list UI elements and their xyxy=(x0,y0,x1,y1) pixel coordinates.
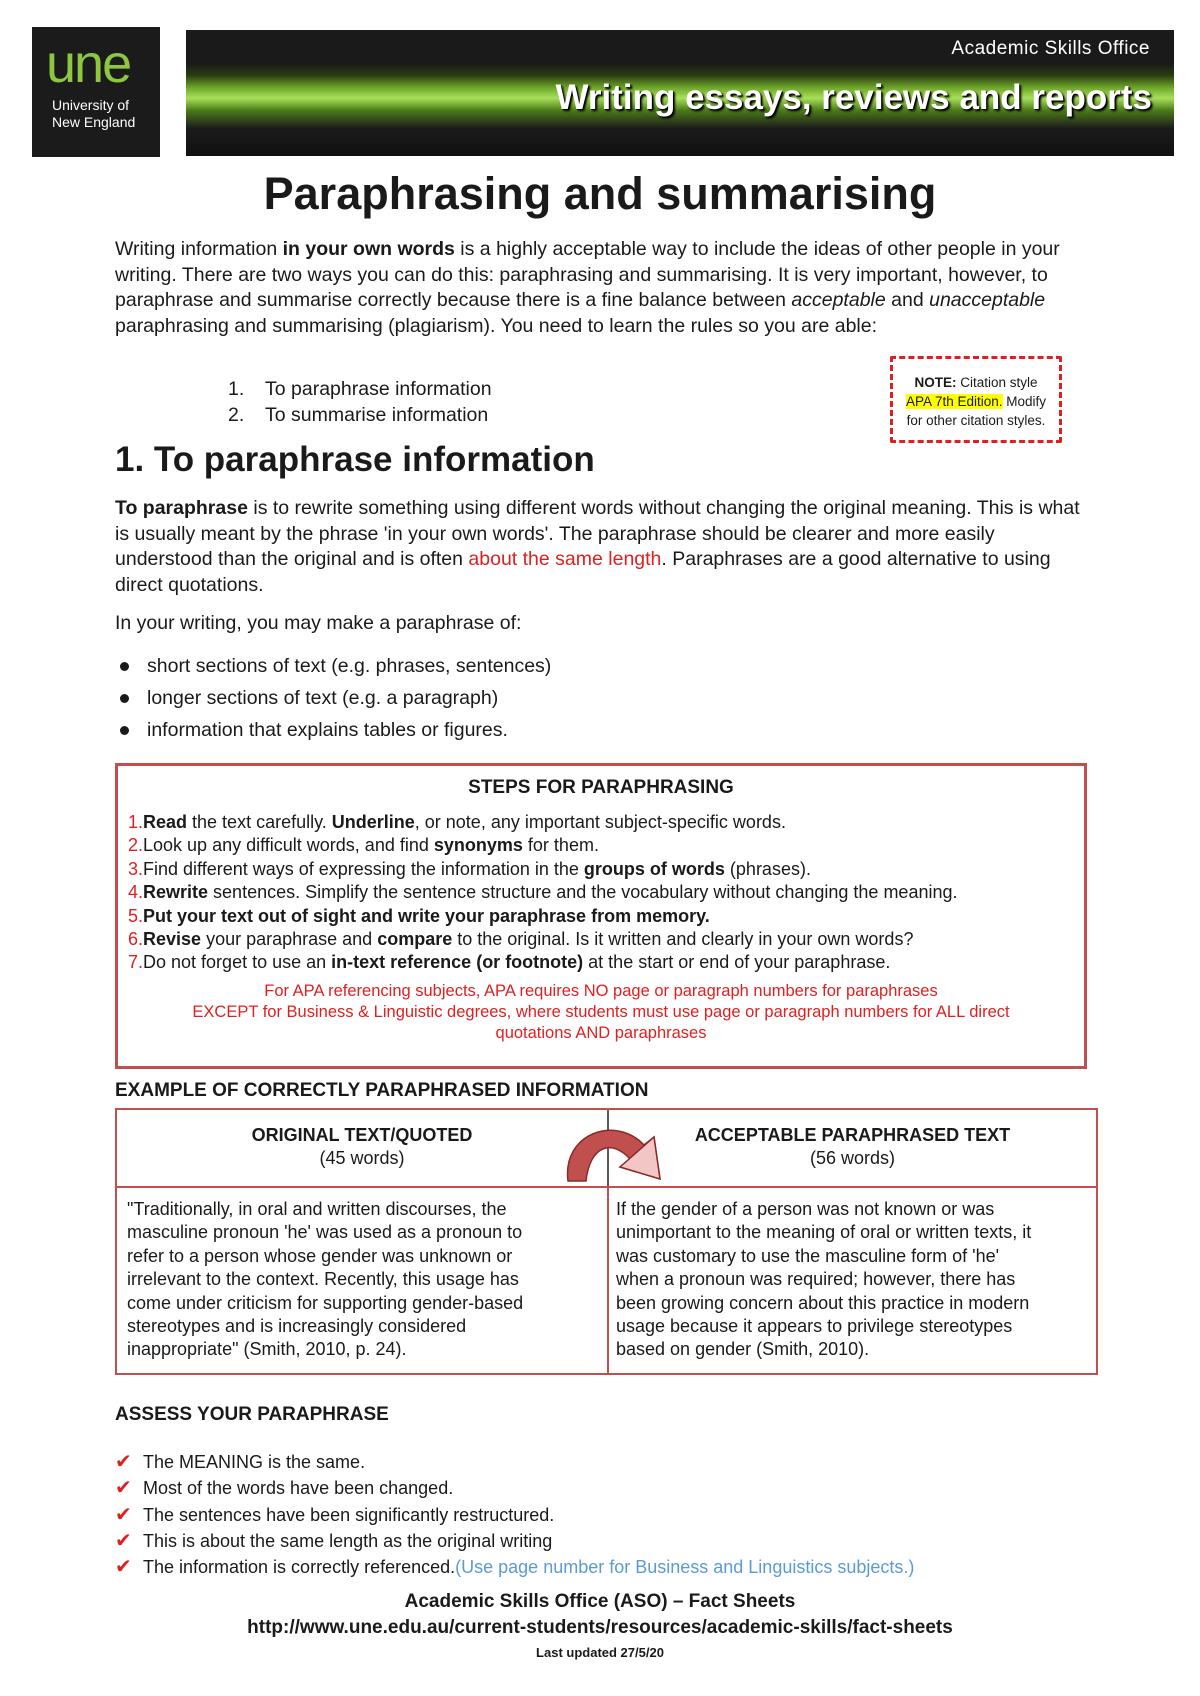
lead-sentence: In your writing, you may make a paraphrase of: xyxy=(115,612,522,634)
step-item: 7.Do not forget to use an in-text reference (or footnote) at the start or end of your paraphrase. xyxy=(128,952,891,973)
step-item: 6.Revise your paraphrase and compare to the original. Is it written and clearly in your own words? xyxy=(128,929,914,950)
check-icon: ✔ xyxy=(115,1503,132,1526)
apa-highlight: APA 7th Edition. xyxy=(905,394,1003,409)
logo-mark: une xyxy=(46,34,131,94)
check-icon: ✔ xyxy=(115,1451,132,1473)
original-header: ORIGINAL TEXT/QUOTED (45 words) xyxy=(251,1125,473,1168)
step-item: 4.Rewrite sentences. Simplify the sentence structure and the vocabulary without changing the meaning. xyxy=(128,882,958,903)
bullet-item: longer sections of text (e.g. a paragraph) xyxy=(115,682,551,714)
steps-box xyxy=(115,763,1087,1069)
last-updated: Last updated 27/5/20 xyxy=(536,1645,664,1660)
check-item: ✔ This is about the same length as the original writing xyxy=(115,1528,914,1554)
page-title: Paraphrasing and summarising xyxy=(263,168,937,219)
footer-title: Academic Skills Office (ASO) – Fact Sheets xyxy=(404,1591,796,1612)
citation-note: NOTE: Citation style APA 7th Edition. Modify for other citation styles. xyxy=(890,356,1062,443)
curved-arrow-icon xyxy=(560,1115,672,1187)
series-title: Writing essays, reviews and reports xyxy=(555,78,1152,117)
office-name: Academic Skills Office xyxy=(951,38,1150,59)
header-banner xyxy=(186,30,1174,156)
original-text: "Traditionally, in oral and written discourses, the masculine pronoun 'he' was used as a pronoun to refer to a person whose gender was unknown or irrelevant to the context. Recently, this usage has come under criticism for supporting gender-based stereotypes and is increasingly considered inappropriate" (Smith, 2010, p. 24). xyxy=(127,1199,524,1360)
paraphrased-text: If the gender of a person was not known or was unimportant to the meaning of oral or written texts, it was customary to use the masculine form of 'he' when a pronoun was required; however, there has been growing concern about this practice in modern usage because it appears to privilege stereotypes based on gender (Smith, 2010). xyxy=(616,1199,1032,1360)
check-item: ✔ Most of the words have been changed. xyxy=(115,1475,914,1501)
check-item: ✔ The MEANING is the same. xyxy=(115,1449,914,1475)
assess-checklist xyxy=(115,1449,914,1580)
apa-note: For APA referencing subjects, APA requires NO page or paragraph numbers for paraphrases EXCEPT for Business & Linguistic degrees, where students must use page or paragraph numbers for ALL direct quotations AND paraphrases xyxy=(192,982,1010,1042)
bullet-icon xyxy=(120,662,129,671)
check-item: ✔ The information is correctly referenced. (Use page number for Business and Linguistics subjects.) xyxy=(115,1554,914,1580)
une-logo xyxy=(32,27,160,157)
check-icon: ✔ xyxy=(115,1556,132,1579)
steps-list xyxy=(128,811,958,975)
step-item: 2.Look up any difficult words, and find synonyms for them. xyxy=(128,835,599,856)
bullet-list xyxy=(115,650,551,746)
step-item: 3.Find different ways of expressing the information in the groups of words (phrases). xyxy=(128,858,811,879)
logo-sub-line-1: University of xyxy=(52,97,130,113)
logo-sub-line-2: New England xyxy=(52,114,136,130)
bullet-icon xyxy=(120,694,129,703)
bullet-item: short sections of text (e.g. phrases, sentences) xyxy=(115,650,551,682)
example-heading: EXAMPLE OF CORRECTLY PARAPHRASED INFORMATION xyxy=(115,1080,649,1101)
intro-paragraph: Writing information in your own words is a highly acceptable way to include the ideas of other people in your writing. There are two ways you can do this: paraphrasing and summarising. It is very important, however, to paraphrase and summarise correctly because there is a fine balance between acceptable and unacceptable paraphrasing and summarising (plagiarism). You need to learn the rules so you are able: xyxy=(115,238,1060,337)
check-icon: ✔ xyxy=(115,1529,132,1552)
bullet-icon xyxy=(120,726,129,735)
check-item: ✔ The sentences have been significantly restructured. xyxy=(115,1502,914,1528)
definition-paragraph: To paraphrase is to rewrite something using different words without changing the original meaning. This is what is usually meant by the phrase 'in your own words'. The paraphrase should be clearer and more easily understood than the original and is often about the same length. Paraphrases are a good alternative to using direct quotations. xyxy=(115,497,1080,596)
bullet-item: information that explains tables or figures. xyxy=(115,714,551,746)
logo-subtitle xyxy=(52,97,135,131)
check-icon: ✔ xyxy=(115,1477,132,1500)
section-heading: 1. To paraphrase information xyxy=(115,440,595,479)
steps-title: STEPS FOR PARAPHRASING xyxy=(468,777,734,798)
footer-url[interactable]: http://www.une.edu.au/current-students/resources/academic-skills/fact-sheets xyxy=(247,1617,953,1638)
step-item: 1.Read the text carefully. Underline, or note, any important subject-specific words. xyxy=(128,812,786,832)
assess-heading: ASSESS YOUR PARAPHRASE xyxy=(115,1404,389,1425)
intro-list-item: 1. To paraphrase information xyxy=(228,378,492,400)
intro-list-item: 2. To summarise information xyxy=(228,404,489,426)
step-item: 5.Put your text out of sight and write your paraphrase from memory. xyxy=(128,905,710,926)
paraphrase-header: ACCEPTABLE PARAPHRASED TEXT (56 words) xyxy=(694,1125,1011,1168)
